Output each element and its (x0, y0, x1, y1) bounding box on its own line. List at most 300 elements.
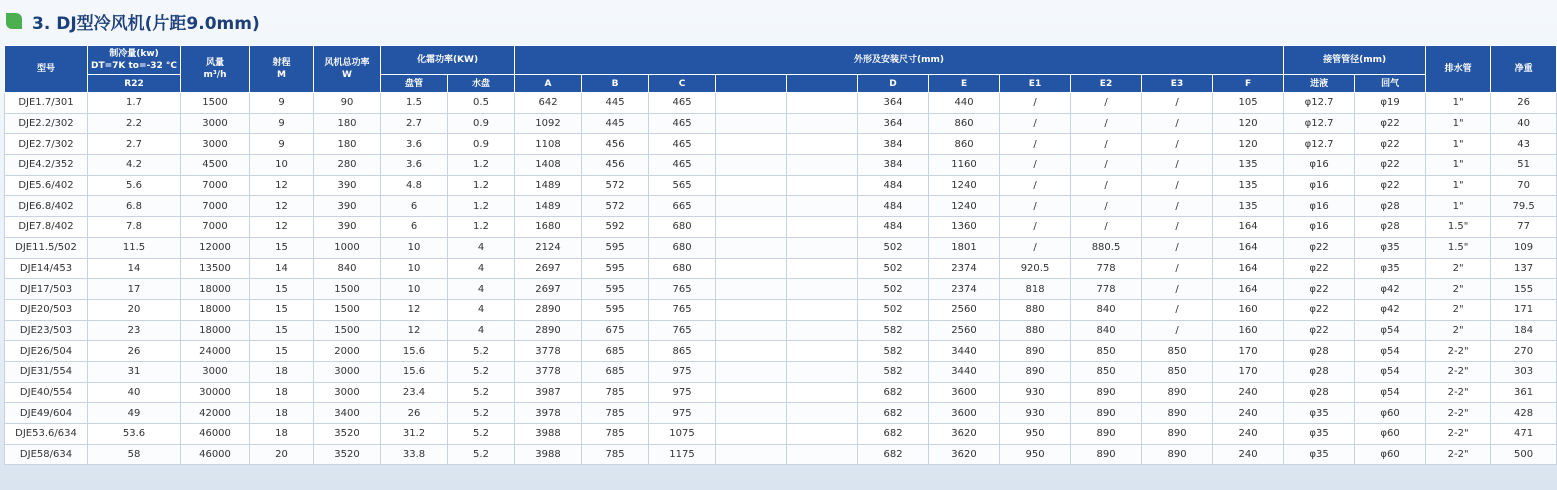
table-cell (716, 341, 787, 362)
table-cell: 164 (1213, 217, 1284, 238)
table-cell: 785 (582, 444, 649, 465)
table-cell (716, 444, 787, 465)
table-cell: 1175 (649, 444, 716, 465)
col-dim-c: C (649, 75, 716, 93)
table-cell: 1.2 (448, 217, 515, 238)
header-row-top (5, 46, 1557, 75)
table-cell: 2-2" (1426, 444, 1491, 465)
table-cell: 1489 (515, 196, 582, 217)
table-cell: 23.4 (381, 382, 448, 403)
table-cell: DJE53.6/634 (5, 424, 88, 445)
table-cell: 270 (1491, 341, 1557, 362)
table-cell: 456 (582, 155, 649, 176)
table-cell: 765 (649, 299, 716, 320)
table-cell: 1" (1426, 155, 1491, 176)
table-cell: 15 (250, 320, 314, 341)
table-cell: 592 (582, 217, 649, 238)
table-cell: 2890 (515, 320, 582, 341)
table-cell (716, 279, 787, 300)
table-cell: 10 (381, 237, 448, 258)
table-cell: 680 (649, 258, 716, 279)
table-cell: 465 (649, 93, 716, 114)
table-cell: φ60 (1355, 444, 1426, 465)
table-cell: 43 (1491, 134, 1557, 155)
table-cell: 120 (1213, 113, 1284, 134)
table-cell: 1.2 (448, 196, 515, 217)
table-cell: 5.2 (448, 341, 515, 362)
table-row (5, 279, 1557, 300)
table-cell: 15.6 (381, 361, 448, 382)
table-cell: 58 (88, 444, 181, 465)
table-cell: 15 (250, 299, 314, 320)
table-cell: 682 (858, 424, 929, 445)
table-cell: 595 (582, 258, 649, 279)
table-cell: 572 (582, 175, 649, 196)
table-cell: / (1071, 175, 1142, 196)
table-cell: / (1142, 93, 1213, 114)
col-defrost-tray: 水盘 (448, 75, 515, 93)
table-cell: 5.2 (448, 424, 515, 445)
table-cell: φ42 (1355, 279, 1426, 300)
table-cell: 390 (314, 217, 381, 238)
table-cell: 0.5 (448, 93, 515, 114)
table-cell: 500 (1491, 444, 1557, 465)
table-cell: 1489 (515, 175, 582, 196)
table-cell: DJE4.2/352 (5, 155, 88, 176)
table-cell: 890 (1142, 424, 1213, 445)
table-cell: 890 (1000, 361, 1071, 382)
table-cell: 26 (88, 341, 181, 362)
table-cell: φ12.7 (1284, 93, 1355, 114)
table-cell: DJE6.8/402 (5, 196, 88, 217)
table-cell (716, 155, 787, 176)
table-cell: DJE23/503 (5, 320, 88, 341)
table-cell: 445 (582, 113, 649, 134)
table-cell: 950 (1000, 424, 1071, 445)
table-cell: 12 (250, 196, 314, 217)
table-cell: 40 (88, 382, 181, 403)
table-cell: / (1071, 217, 1142, 238)
table-cell: φ28 (1284, 341, 1355, 362)
table-cell: DJE31/554 (5, 361, 88, 382)
table-cell: 1240 (929, 175, 1000, 196)
table-cell: DJE2.2/302 (5, 113, 88, 134)
table-cell: φ22 (1355, 175, 1426, 196)
table-cell: 18 (250, 403, 314, 424)
table-cell: φ22 (1284, 299, 1355, 320)
table-cell: 3988 (515, 424, 582, 445)
table-cell: 49 (88, 403, 181, 424)
table-cell: 240 (1213, 382, 1284, 403)
table-cell: DJE20/503 (5, 299, 88, 320)
table-cell: 3520 (314, 424, 381, 445)
table-cell: 1.2 (448, 175, 515, 196)
table-cell: 880.5 (1071, 237, 1142, 258)
table-cell: 6 (381, 217, 448, 238)
table-cell: 135 (1213, 175, 1284, 196)
table-cell: φ28 (1284, 361, 1355, 382)
table-cell: 484 (858, 196, 929, 217)
table-cell: 890 (1000, 341, 1071, 362)
table-cell: 40 (1491, 113, 1557, 134)
table-cell: / (1071, 196, 1142, 217)
table-cell: 10 (381, 279, 448, 300)
table-cell: 685 (582, 341, 649, 362)
table-row (5, 341, 1557, 362)
table-cell: 890 (1071, 444, 1142, 465)
table-cell: 890 (1071, 382, 1142, 403)
table-cell: 502 (858, 237, 929, 258)
table-cell: 1500 (314, 320, 381, 341)
table-cell: 170 (1213, 361, 1284, 382)
table-cell: 361 (1491, 382, 1557, 403)
table-cell: 18 (250, 382, 314, 403)
table-row (5, 93, 1557, 114)
table-cell (787, 341, 858, 362)
table-cell: 7000 (181, 217, 250, 238)
table-cell: 184 (1491, 320, 1557, 341)
table-cell: 682 (858, 382, 929, 403)
table-cell: 2.2 (88, 113, 181, 134)
table-cell: / (1142, 258, 1213, 279)
table-cell: 12 (250, 217, 314, 238)
table-cell: 7.8 (88, 217, 181, 238)
table-cell: φ12.7 (1284, 134, 1355, 155)
table-cell: / (1000, 93, 1071, 114)
table-cell: 15 (250, 279, 314, 300)
table-cell: 850 (1071, 361, 1142, 382)
title-marker-icon (6, 13, 22, 29)
table-cell: / (1071, 113, 1142, 134)
table-cell: 0.9 (448, 134, 515, 155)
table-cell: 2560 (929, 320, 1000, 341)
table-cell: 3620 (929, 444, 1000, 465)
table-cell: 2-2" (1426, 424, 1491, 445)
table-cell: 180 (314, 134, 381, 155)
table-cell (716, 175, 787, 196)
table-cell: 975 (649, 382, 716, 403)
table-cell: 46000 (181, 424, 250, 445)
table-cell: 1.5" (1426, 237, 1491, 258)
table-row (5, 299, 1557, 320)
table-cell (787, 237, 858, 258)
table-cell (716, 424, 787, 445)
table-cell (716, 299, 787, 320)
table-cell: DJE14/453 (5, 258, 88, 279)
table-cell (787, 196, 858, 217)
col-drain: 排水管 (1426, 46, 1491, 93)
table-cell: 12000 (181, 237, 250, 258)
table-cell: φ54 (1355, 361, 1426, 382)
table-cell: DJE5.6/402 (5, 175, 88, 196)
col-dim-e1: E1 (1000, 75, 1071, 93)
table-cell: 850 (1071, 341, 1142, 362)
col-pipe: 接管管径(mm) (1284, 46, 1426, 75)
table-cell: 975 (649, 361, 716, 382)
table-cell: 2374 (929, 279, 1000, 300)
table-cell: 9 (250, 93, 314, 114)
table-cell: 680 (649, 237, 716, 258)
table-cell: 77 (1491, 217, 1557, 238)
table-cell: 53.6 (88, 424, 181, 445)
table-cell: 240 (1213, 424, 1284, 445)
table-cell (787, 217, 858, 238)
table-cell: 3000 (314, 382, 381, 403)
table-cell: 2" (1426, 279, 1491, 300)
table-cell (716, 196, 787, 217)
table-cell: 582 (858, 341, 929, 362)
table-cell (787, 424, 858, 445)
table-cell: 502 (858, 279, 929, 300)
table-cell: 785 (582, 424, 649, 445)
table-cell: φ16 (1284, 196, 1355, 217)
table-cell: / (1142, 155, 1213, 176)
spec-table-container (4, 45, 1555, 465)
table-cell: 675 (582, 320, 649, 341)
table-cell: 850 (1142, 341, 1213, 362)
col-dim-d: D (858, 75, 929, 93)
table-cell: 595 (582, 237, 649, 258)
table-cell: 2.7 (88, 134, 181, 155)
table-cell: 135 (1213, 196, 1284, 217)
table-cell: 303 (1491, 361, 1557, 382)
table-cell: 890 (1071, 403, 1142, 424)
table-cell: 1360 (929, 217, 1000, 238)
page-title: 3. DJ型冷风机(片距9.0mm) (32, 13, 260, 34)
table-row (5, 155, 1557, 176)
table-cell: 384 (858, 155, 929, 176)
table-cell: 502 (858, 299, 929, 320)
table-cell: 26 (1491, 93, 1557, 114)
table-cell (716, 237, 787, 258)
table-cell: 930 (1000, 403, 1071, 424)
table-cell: 1000 (314, 237, 381, 258)
table-cell: 3978 (515, 403, 582, 424)
table-cell: φ28 (1355, 196, 1426, 217)
table-row (5, 217, 1557, 238)
table-cell: 1108 (515, 134, 582, 155)
table-cell: 502 (858, 258, 929, 279)
table-cell: φ35 (1284, 424, 1355, 445)
table-cell: 12 (381, 320, 448, 341)
table-cell: 10 (381, 258, 448, 279)
table-cell: φ35 (1284, 444, 1355, 465)
table-cell (787, 279, 858, 300)
table-cell: 12 (381, 299, 448, 320)
table-cell: / (1142, 320, 1213, 341)
table-cell (787, 258, 858, 279)
table-row (5, 361, 1557, 382)
table-cell: 384 (858, 134, 929, 155)
table-cell: 160 (1213, 320, 1284, 341)
table-cell (716, 403, 787, 424)
table-cell: φ16 (1284, 175, 1355, 196)
table-cell: 3600 (929, 403, 1000, 424)
table-cell: 930 (1000, 382, 1071, 403)
table-cell: 785 (582, 403, 649, 424)
table-cell: 850 (1142, 361, 1213, 382)
table-cell: 2" (1426, 258, 1491, 279)
table-cell (787, 382, 858, 403)
table-cell: 2" (1426, 320, 1491, 341)
table-cell: 18000 (181, 279, 250, 300)
table-cell (716, 361, 787, 382)
table-cell: 2-2" (1426, 361, 1491, 382)
table-cell: 665 (649, 196, 716, 217)
table-cell: 1160 (929, 155, 1000, 176)
table-cell: 42000 (181, 403, 250, 424)
table-cell: / (1142, 113, 1213, 134)
table-cell: 840 (1071, 320, 1142, 341)
col-dim-blank-2 (787, 75, 858, 93)
table-cell: 1.5" (1426, 217, 1491, 238)
table-cell: 456 (582, 134, 649, 155)
table-cell: 2890 (515, 299, 582, 320)
table-cell: 12 (250, 175, 314, 196)
table-cell: 364 (858, 93, 929, 114)
col-fan-power: 风机总功率 W (314, 46, 381, 93)
table-cell: 1500 (314, 279, 381, 300)
table-cell: 120 (1213, 134, 1284, 155)
table-cell: 920.5 (1000, 258, 1071, 279)
table-cell: 5.2 (448, 382, 515, 403)
table-cell: 10 (250, 155, 314, 176)
table-cell: 24000 (181, 341, 250, 362)
table-cell: φ54 (1355, 382, 1426, 403)
table-cell: φ35 (1355, 237, 1426, 258)
col-dim-a: A (515, 75, 582, 93)
table-cell: / (1071, 93, 1142, 114)
table-cell: 890 (1142, 444, 1213, 465)
table-cell: DJE58/634 (5, 444, 88, 465)
table-cell: 1" (1426, 196, 1491, 217)
table-row (5, 382, 1557, 403)
table-cell: 840 (1071, 299, 1142, 320)
table-cell: 5.2 (448, 361, 515, 382)
table-cell: 3988 (515, 444, 582, 465)
col-dim-e: E (929, 75, 1000, 93)
table-cell: 3000 (181, 113, 250, 134)
table-cell: 465 (649, 113, 716, 134)
col-dim-f: F (1213, 75, 1284, 93)
table-cell: 70 (1491, 175, 1557, 196)
table-row (5, 196, 1557, 217)
table-cell: 14 (250, 258, 314, 279)
table-cell: 31 (88, 361, 181, 382)
table-cell: 15 (250, 237, 314, 258)
col-refrigerant: R22 (88, 75, 181, 93)
col-defrost: 化霜功率(KW) (381, 46, 515, 75)
table-cell: 445 (582, 93, 649, 114)
table-cell: 180 (314, 113, 381, 134)
table-cell: / (1071, 155, 1142, 176)
table-cell: 565 (649, 175, 716, 196)
table-cell: 890 (1142, 382, 1213, 403)
table-cell: 3778 (515, 361, 582, 382)
table-cell: 1500 (314, 299, 381, 320)
col-dim-blank-1 (716, 75, 787, 93)
table-row (5, 258, 1557, 279)
table-cell: 785 (582, 382, 649, 403)
table-cell: φ22 (1284, 279, 1355, 300)
table-cell: 2-2" (1426, 341, 1491, 362)
table-cell: 2.7 (381, 113, 448, 134)
table-cell: 18 (250, 361, 314, 382)
table-cell: 1.5 (381, 93, 448, 114)
table-cell: 880 (1000, 299, 1071, 320)
table-cell: 105 (1213, 93, 1284, 114)
table-row (5, 113, 1557, 134)
table-cell (787, 299, 858, 320)
table-cell: 18000 (181, 320, 250, 341)
table-cell: 0.9 (448, 113, 515, 134)
table-cell: 390 (314, 175, 381, 196)
table-cell: 3000 (314, 361, 381, 382)
table-cell: 5.2 (448, 444, 515, 465)
table-cell: 1.7 (88, 93, 181, 114)
table-cell: 440 (929, 93, 1000, 114)
table-cell: / (1000, 196, 1071, 217)
table-cell: 9 (250, 134, 314, 155)
col-dim-e3: E3 (1142, 75, 1213, 93)
table-cell: 860 (929, 134, 1000, 155)
table-cell: 15 (250, 341, 314, 362)
table-cell: 5.2 (448, 403, 515, 424)
table-cell: 680 (649, 217, 716, 238)
table-cell: 765 (649, 279, 716, 300)
spec-table-body (5, 93, 1557, 465)
table-cell: 155 (1491, 279, 1557, 300)
table-cell: 31.2 (381, 424, 448, 445)
table-cell: DJE1.7/301 (5, 93, 88, 114)
table-cell: 484 (858, 217, 929, 238)
table-cell: 5.6 (88, 175, 181, 196)
table-cell: 46000 (181, 444, 250, 465)
table-cell: DJE11.5/502 (5, 237, 88, 258)
table-cell: 1680 (515, 217, 582, 238)
table-cell: 4 (448, 279, 515, 300)
table-row (5, 237, 1557, 258)
table-cell (716, 258, 787, 279)
table-cell: / (1071, 134, 1142, 155)
table-cell: DJE26/504 (5, 341, 88, 362)
col-pipe-in: 进液 (1284, 75, 1355, 93)
table-cell: φ16 (1284, 217, 1355, 238)
table-cell: 582 (858, 361, 929, 382)
table-cell: 860 (929, 113, 1000, 134)
table-cell: φ28 (1284, 382, 1355, 403)
table-cell (716, 320, 787, 341)
table-cell: 3600 (929, 382, 1000, 403)
table-cell: 14 (88, 258, 181, 279)
table-cell: 778 (1071, 279, 1142, 300)
table-cell: 685 (582, 361, 649, 382)
table-cell: φ22 (1355, 134, 1426, 155)
table-cell (787, 113, 858, 134)
table-cell: 4500 (181, 155, 250, 176)
col-pipe-out: 回气 (1355, 75, 1426, 93)
table-cell: 1" (1426, 93, 1491, 114)
table-cell (787, 175, 858, 196)
table-cell: φ28 (1355, 217, 1426, 238)
table-row (5, 175, 1557, 196)
table-cell: 18000 (181, 299, 250, 320)
table-cell: φ42 (1355, 299, 1426, 320)
table-cell: 1240 (929, 196, 1000, 217)
table-cell: 4 (448, 237, 515, 258)
table-cell: 1075 (649, 424, 716, 445)
table-cell: 2000 (314, 341, 381, 362)
